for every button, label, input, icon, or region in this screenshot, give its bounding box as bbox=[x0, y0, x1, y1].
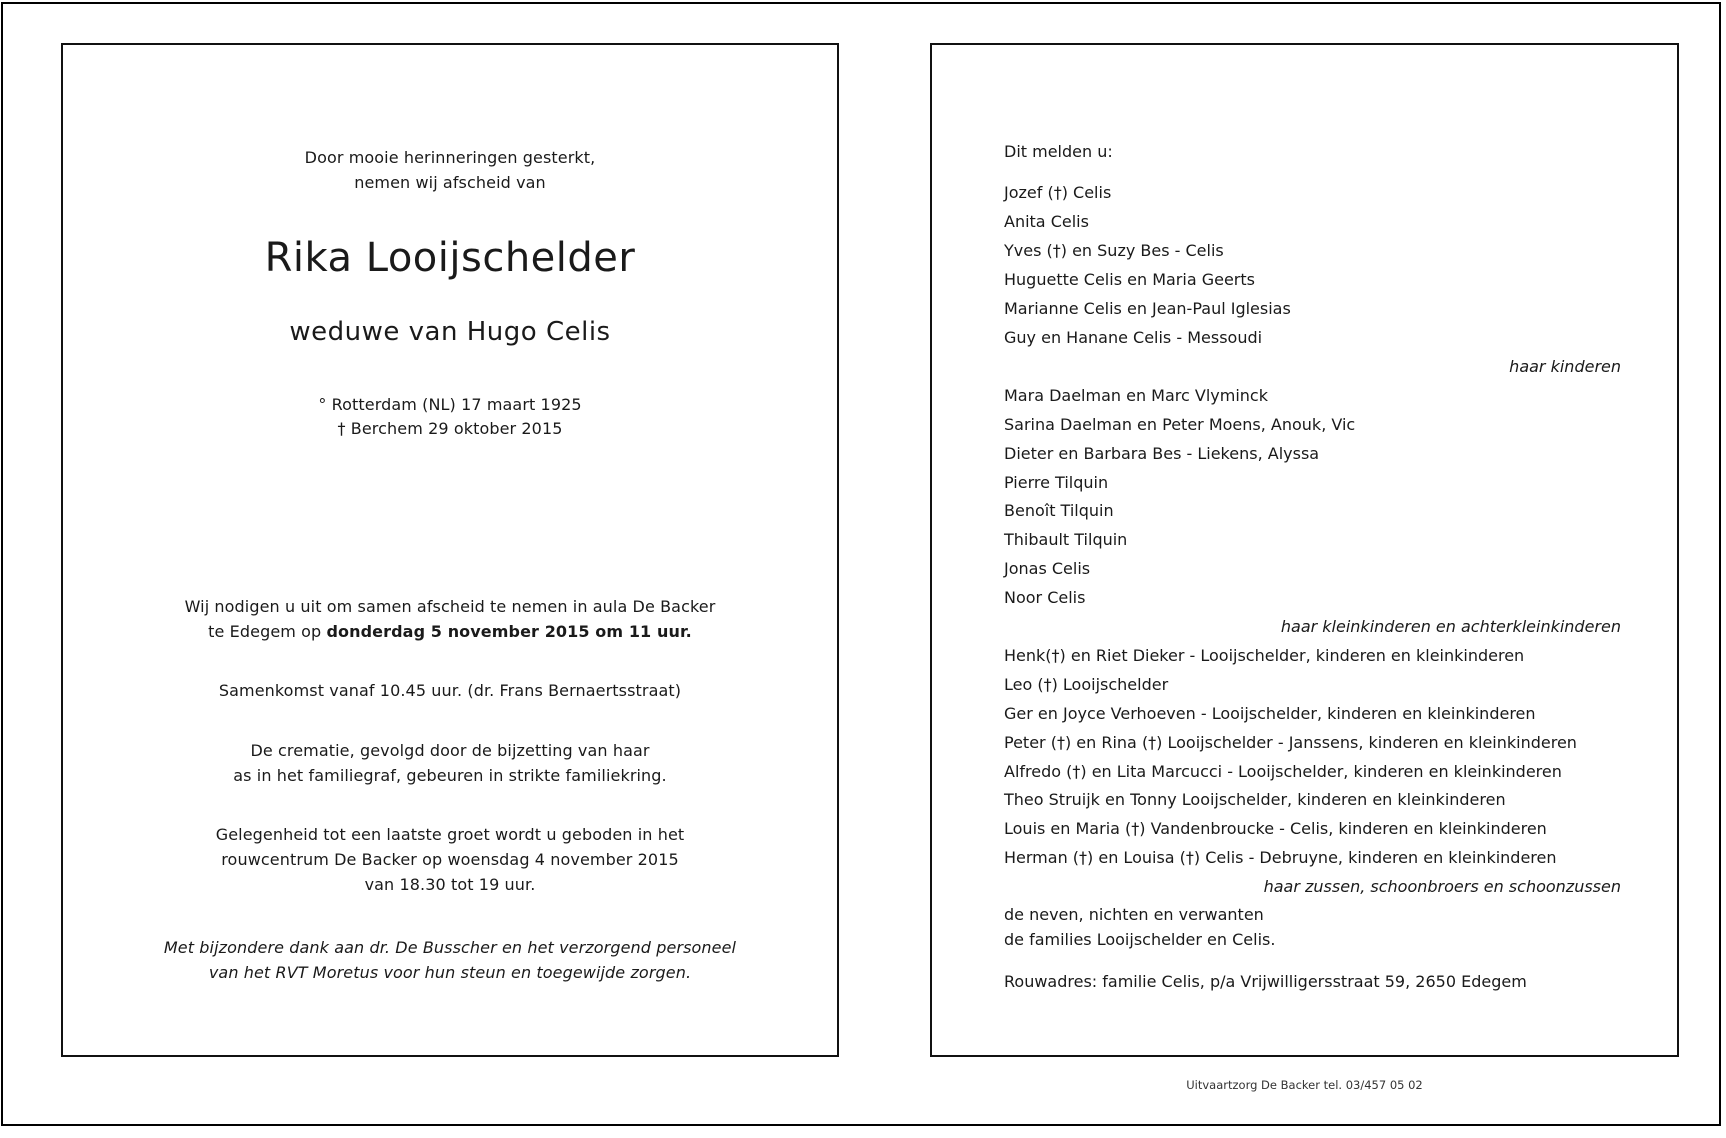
list-item: Benoît Tilquin bbox=[1004, 501, 1114, 520]
list-item: Jonas Celis bbox=[1004, 559, 1091, 578]
ceremony-datetime: donderdag 5 november 2015 om 11 uur. bbox=[326, 622, 692, 641]
birth-info: ° Rotterdam (NL) 17 maart 1925 bbox=[318, 395, 582, 414]
cremation-line-2: as in het familiegraf, gebeuren in strikte familiekring. bbox=[233, 766, 667, 785]
deceased-subtitle: weduwe van Hugo Celis bbox=[289, 317, 611, 347]
invitation-line-1: Wij nodigen u uit om samen afscheid te nemen in aula De Backer bbox=[184, 597, 716, 616]
list-item: Sarina Daelman en Peter Moens, Anouk, Vic bbox=[1004, 415, 1356, 434]
grandchildren-label: haar kleinkinderen en achterkleinkinderen bbox=[1280, 617, 1621, 636]
list-item: Peter (†) en Rina (†) Looijschelder - Janssens, kinderen en kleinkinderen bbox=[1004, 733, 1577, 752]
list-item: Henk(†) en Riet Dieker - Looijschelder, kinderen en kleinkinderen bbox=[1004, 646, 1525, 665]
cremation-line-1: De crematie, gevolgd door de bijzetting van haar bbox=[250, 741, 650, 760]
relatives-line-1: de neven, nichten en verwanten bbox=[1004, 905, 1264, 924]
list-item: Louis en Maria (†) Vandenbroucke - Celis, kinderen en kleinkinderen bbox=[1004, 819, 1547, 838]
thanks-line-1: Met bijzondere dank aan dr. De Busscher en het verzorgend personeel bbox=[163, 938, 737, 957]
list-item: Pierre Tilquin bbox=[1004, 473, 1109, 492]
viewing-line-1: Gelegenheid tot een laatste groet wordt u geboden in het bbox=[215, 825, 685, 844]
list-item: Leo (†) Looijschelder bbox=[1004, 675, 1169, 694]
intro-line-1: Door mooie herinneringen gesterkt, bbox=[304, 148, 596, 167]
list-item: Mara Daelman en Marc Vlyminck bbox=[1004, 386, 1268, 405]
mourning-address: Rouwadres: familie Celis, p/a Vrijwilligersstraat 59, 2650 Edegem bbox=[1004, 972, 1527, 991]
list-item: Guy en Hanane Celis - Messoudi bbox=[1004, 328, 1263, 347]
deceased-name: Rika Looijschelder bbox=[264, 235, 636, 281]
list-item: Theo Struijk en Tonny Looijschelder, kinderen en kleinkinderen bbox=[1004, 790, 1506, 809]
death-info: † Berchem 29 oktober 2015 bbox=[337, 419, 563, 438]
announcement-heading: Dit melden u: bbox=[1004, 142, 1113, 161]
left-card-panel bbox=[61, 43, 839, 1057]
relatives-line-2: de families Looijschelder en Celis. bbox=[1004, 930, 1276, 949]
viewing-line-2: rouwcentrum De Backer op woensdag 4 november 2015 bbox=[221, 850, 679, 869]
list-item: Marianne Celis en Jean-Paul Iglesias bbox=[1004, 299, 1291, 318]
list-item: Anita Celis bbox=[1004, 212, 1089, 231]
list-item: Jozef (†) Celis bbox=[1004, 183, 1112, 202]
intro-line-2: nemen wij afscheid van bbox=[354, 173, 546, 192]
thanks-line-2: van het RVT Moretus voor hun steun en toegewijde zorgen. bbox=[208, 963, 692, 982]
list-item: Alfredo (†) en Lita Marcucci - Looijschelder, kinderen en kleinkinderen bbox=[1004, 762, 1562, 781]
list-item: Huguette Celis en Maria Geerts bbox=[1004, 270, 1255, 289]
list-item: Yves (†) en Suzy Bes - Celis bbox=[1004, 241, 1224, 260]
list-item: Thibault Tilquin bbox=[1004, 530, 1128, 549]
viewing-line-3: van 18.30 tot 19 uur. bbox=[364, 875, 536, 894]
gathering-info: Samenkomst vanaf 10.45 uur. (dr. Frans Bernaertsstraat) bbox=[218, 681, 682, 700]
list-item: Dieter en Barbara Bes - Liekens, Alyssa bbox=[1004, 444, 1320, 463]
funeral-home-footer: Uitvaartzorg De Backer tel. 03/457 05 02 bbox=[1186, 1078, 1423, 1092]
invitation-prefix: te Edegem op bbox=[208, 622, 327, 641]
siblings-label: haar zussen, schoonbroers en schoonzussen bbox=[1263, 877, 1621, 896]
children-label: haar kinderen bbox=[1509, 357, 1621, 376]
list-item: Noor Celis bbox=[1004, 588, 1086, 607]
right-card-panel bbox=[930, 43, 1679, 1057]
invitation-line-2 bbox=[63, 622, 837, 641]
list-item: Herman (†) en Louisa (†) Celis - Debruyne, kinderen en kleinkinderen bbox=[1004, 848, 1557, 867]
list-item: Ger en Joyce Verhoeven - Looijschelder, kinderen en kleinkinderen bbox=[1004, 704, 1536, 723]
